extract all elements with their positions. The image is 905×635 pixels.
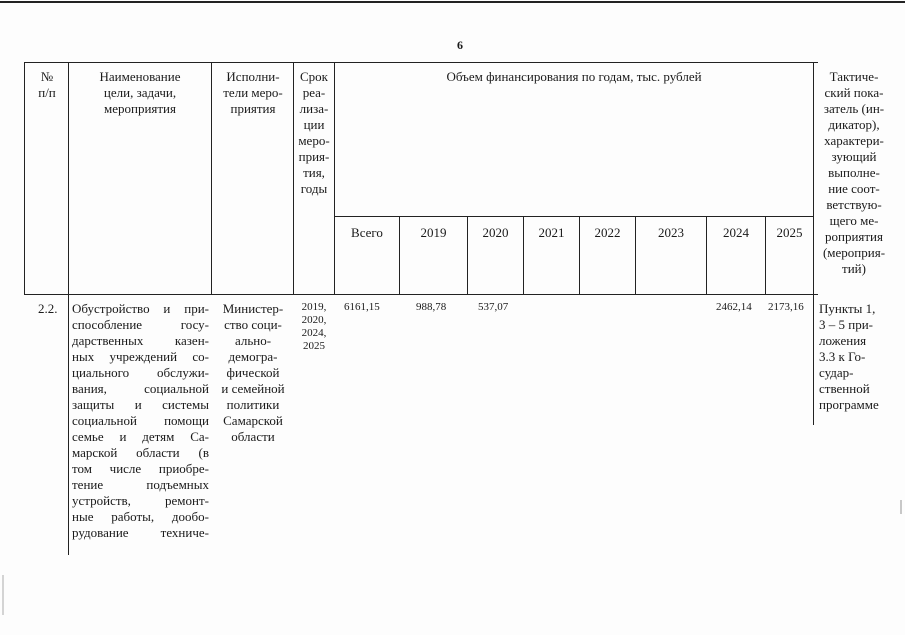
top-border-line — [0, 1, 905, 3]
row-value-2024: 2462,14 — [716, 301, 752, 313]
header-executors: Исполни- тели меро- приятия — [223, 69, 283, 116]
header-num: № п/п — [38, 69, 56, 100]
header-year-2021: 2021 — [538, 225, 565, 240]
header-total: Всего — [351, 225, 383, 240]
col-border — [334, 62, 335, 295]
row-value-2019: 988,78 — [416, 301, 447, 313]
row-term: 2019, 2020, 2024, 2025 — [301, 301, 327, 352]
header-name: Наименование цели, задачи, мероприятия — [99, 69, 181, 116]
col-border — [68, 62, 69, 295]
row-executor: Министер- ство соци- ально- демогра- фической и семейной политики Самарской области — [221, 301, 285, 444]
table-top-border — [24, 62, 818, 63]
header-year-2020: 2020 — [482, 225, 509, 240]
header-term: Срок реа- лиза- ции меро- прия- тия, годы — [298, 69, 330, 196]
col-border — [24, 62, 25, 295]
year-row-top-border — [334, 216, 813, 217]
header-year-2023: 2023 — [658, 225, 684, 240]
row-name: Обустройство и при- способление госу- дарственных казен- ных учреждений со- циального обслужи- вания, социальной защиты и системы социальной помощи семье и детям Са- марской области (в том числе приобре- тение подъемных устройств, ремонт- ные работы, дообо- рудование техниче- — [72, 301, 209, 540]
col-border — [68, 295, 69, 555]
row-value-2025: 2173,16 — [768, 301, 804, 313]
header-indicator: Тактиче- ский пока- затель (ин- дикатор), характери- зующий выполне- ние соот- ветствую- щего ме- роприятия (мероприя- тий) — [822, 69, 886, 276]
page-number: 6 — [457, 38, 463, 52]
row-total: 6161,15 — [344, 301, 380, 313]
row-indicator: Пункты 1, 3 – 5 при- ложения 3.3 к Го- судар- ственной программе — [819, 301, 879, 412]
col-border — [813, 295, 814, 425]
row-value-2020: 537,07 — [478, 301, 509, 313]
header-year-2024: 2024 — [723, 225, 749, 240]
header-funding-title: Объем финансирования по годам, тыс. рублей — [446, 69, 702, 84]
row-number: 2.2. — [38, 301, 58, 316]
header-year-2019: 2019 — [420, 225, 447, 240]
scan-speck — [2, 575, 4, 615]
header-year-2022: 2022 — [594, 225, 621, 240]
header-bottom-border — [24, 294, 818, 295]
col-border — [211, 62, 212, 295]
header-year-2025: 2025 — [776, 225, 803, 240]
scan-speck — [900, 500, 902, 514]
